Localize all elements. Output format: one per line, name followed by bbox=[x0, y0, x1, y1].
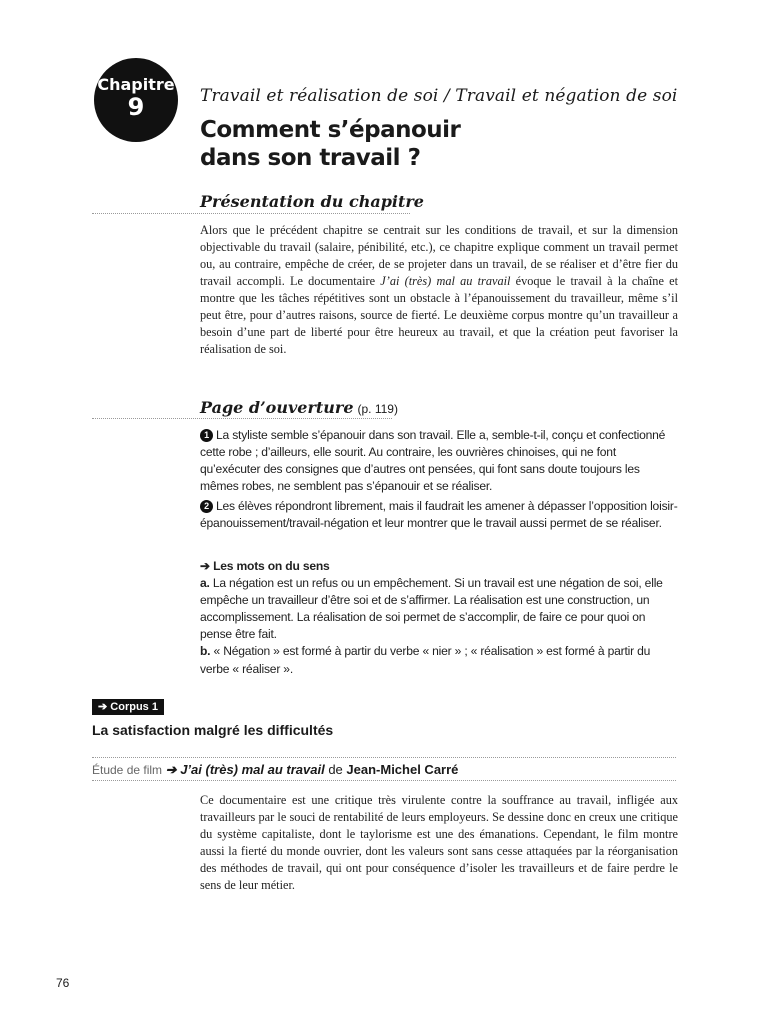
number-1-icon: 1 bbox=[200, 429, 213, 442]
page-number: 76 bbox=[56, 976, 70, 990]
chapter-label: Chapitre bbox=[97, 75, 175, 94]
mots-b: b. « Négation » est formé à partir du verbe « nier » ; « réalisation » est formé à partir du verbe « réaliser ». bbox=[200, 644, 651, 676]
chapter-title-line1: Comment s’épanouir bbox=[200, 117, 461, 143]
arrow-icon: ➔ bbox=[98, 701, 111, 713]
arrow-icon: ➔ bbox=[200, 559, 214, 573]
chapter-badge bbox=[94, 58, 178, 142]
divider bbox=[92, 213, 410, 214]
number-2-icon: 2 bbox=[200, 500, 213, 513]
film-title: J’ai (très) mal au travail bbox=[180, 762, 325, 777]
corpus-tag: ➔ Corpus 1 bbox=[92, 699, 164, 715]
ouverture-page-ref: (p. 119) bbox=[357, 402, 398, 416]
answer-1: 1 La styliste semble s’épanouir dans son travail. Elle a, semble-t-il, conçu et confectionné cette robe ; d’ailleurs, elle sourit. Au contraire, les ouvrières chinoises, qui ne font qu’exécuter des consignes que d’autres ont pensées, qui font sans doute toujours les mêmes robes, ne semblent pas s’épanouir et se réaliser. bbox=[200, 428, 666, 494]
divider bbox=[92, 780, 676, 781]
arrow-icon: ➔ bbox=[165, 762, 177, 777]
corpus-title: La satisfaction malgré les difficultés bbox=[92, 722, 334, 738]
chapter-subtitle: Travail et réalisation de soi / Travail et négation de soi bbox=[200, 86, 678, 106]
mots-heading: ➔ Les mots on du sens bbox=[200, 559, 330, 573]
chapter-number: 9 bbox=[127, 93, 145, 121]
film-title: J’ai (très) mal au travail bbox=[380, 274, 511, 289]
ouverture-heading: Page d’ouverture (p. 119) bbox=[200, 398, 398, 417]
corpus-text: Ce documentaire est une critique très virulente contre la souffrance au travail, infligée aux travailleurs par le souci de rentabilité de leurs employeurs. Se dessine donc en creux une critique du système capitaliste, dont le taylorisme est une des émanations. Cependant, le film montre aussi la fierté du monde ouvrier, dont les valeurs sont sans cesse attaquées par la réorganisation des méthodes de travail, qui ont pour conséquence d’isoler les travailleurs et de faire perdre le sens de leur métier. bbox=[200, 793, 678, 893]
presentation-text: Alors que le précédent chapitre se centrait sur les conditions de travail, et sur la dimension objectivable du travail (salaire, pénibilité, etc.), ce chapitre explique comment un travail permet ou, au contraire, empêche de créer, de se projeter dans un travail, de se réaliser et d’être fier du travail accompli. Le documentaire J’ai (très) mal au travail évoque le travail à la chaîne et montre que les tâches répétitives sont un obstacle à l’épanouissement du travailleur, même s’il peut être, pour d’autres raisons, source de fierté. Le deuxième corpus montre qu’un travailleur a besoin d’une part de liberté pour être heureux au travail, et que la création peut favoriser la réalisation de soi. bbox=[200, 223, 678, 357]
mots-a: a. La négation est un refus ou un empêchement. Si un travail est une négation de soi, elle empêche un travailleur d’être soi et de s’affirmer. La réalisation est une construction, un accomplissement. La réalisation de soi permet de s’accomplir, de faire ce pour quoi on pense être fait. bbox=[200, 576, 663, 642]
ouverture-answers bbox=[200, 427, 678, 533]
divider bbox=[92, 757, 676, 758]
mots-sens bbox=[200, 558, 678, 678]
answer-2: 2 Les élèves répondront librement, mais il faudrait les amener à dépasser l’opposition loisir-épanouissement/travail-négation et leur montrer que le travail aussi permet de se réaliser. bbox=[200, 499, 678, 531]
chapter-title bbox=[200, 116, 620, 172]
etude-de-film: Étude de film ➔ J’ai (très) mal au travail de Jean-Michel Carré bbox=[92, 762, 459, 777]
film-author: Jean-Michel Carré bbox=[346, 762, 459, 777]
presentation-heading: Présentation du chapitre bbox=[200, 192, 424, 211]
chapter-title-line2: dans son travail ? bbox=[200, 145, 421, 171]
etude-label: Étude de film bbox=[92, 763, 163, 777]
divider bbox=[92, 418, 392, 419]
